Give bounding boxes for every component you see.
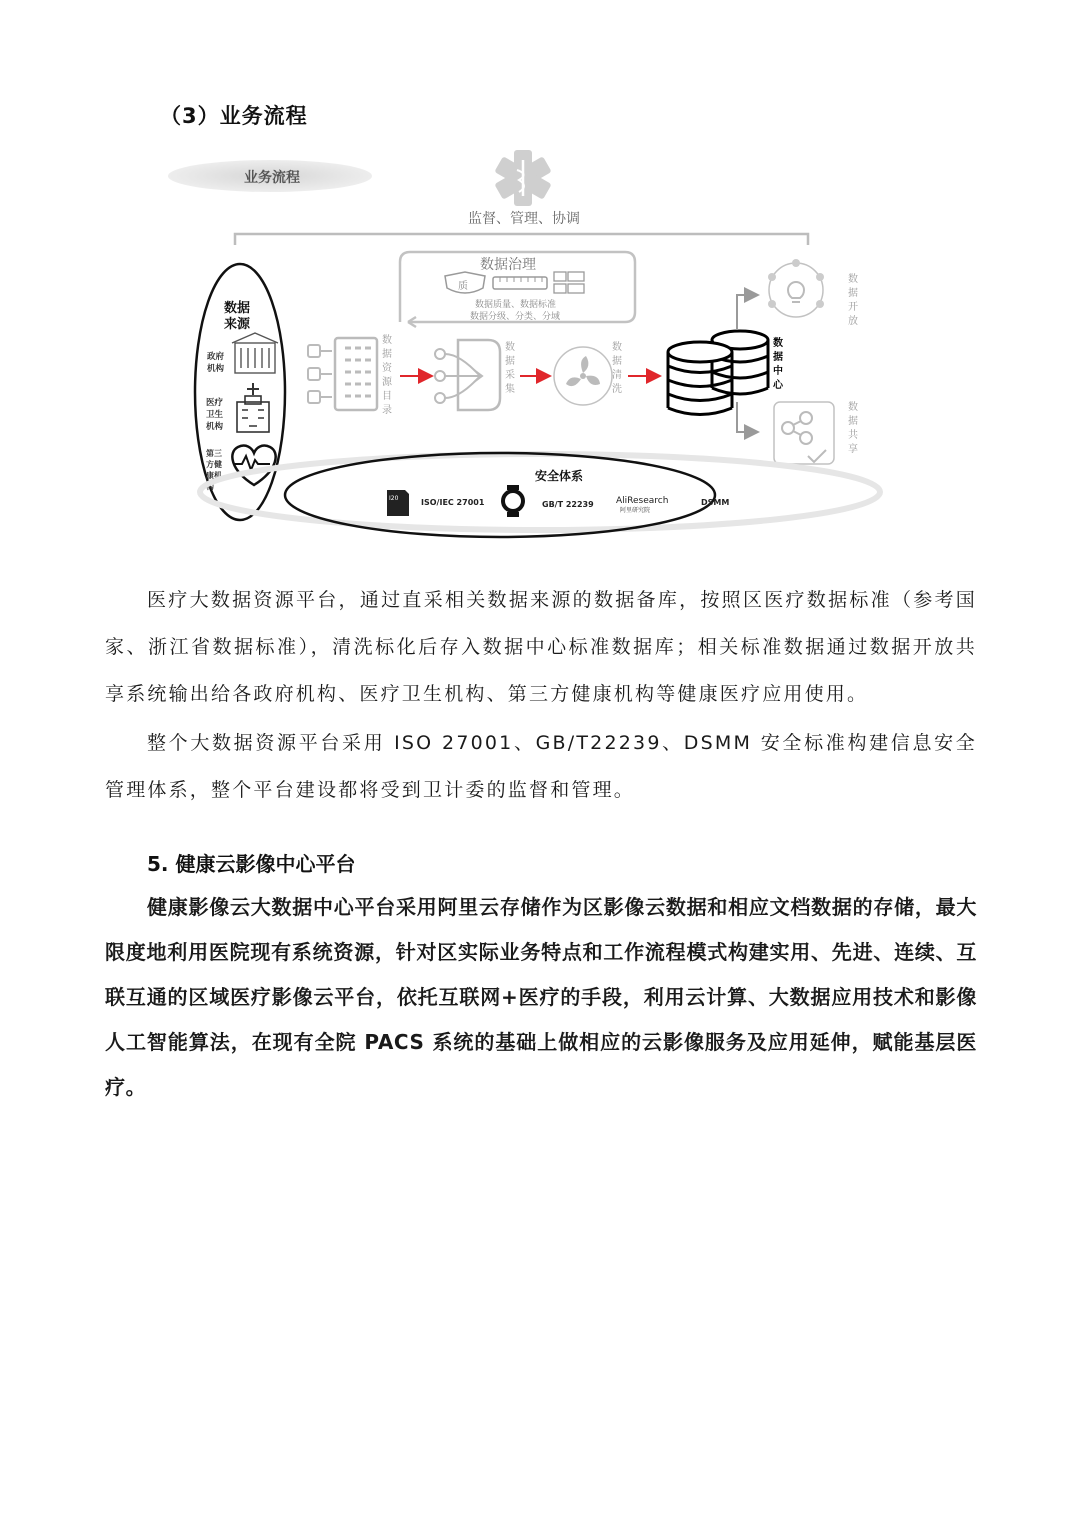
- supervision-label: 监督、管理、协调: [468, 211, 580, 227]
- governance-line1: 数据质量、数据标准: [475, 300, 557, 310]
- svg-text:I20: I20: [389, 495, 399, 502]
- data-center-label: [772, 336, 784, 391]
- catalog-icon: [308, 338, 377, 410]
- hospital-icon: [237, 383, 269, 432]
- medical-star-icon: [494, 150, 551, 206]
- quality-shield-icon: [445, 272, 485, 293]
- share-arrow: [737, 402, 756, 432]
- svg-text:数: 数: [612, 342, 622, 353]
- svg-text:共: 共: [848, 430, 858, 441]
- business-process-figure: [140, 140, 900, 540]
- catalog-label: [382, 333, 393, 416]
- svg-text:据: 据: [612, 356, 622, 367]
- svg-text:中: 中: [773, 366, 783, 377]
- source-gov-2: 机构: [207, 364, 225, 374]
- svg-text:据: 据: [848, 416, 858, 427]
- svg-text:数: 数: [382, 335, 392, 346]
- security-standard-gbt: GB/T 22239: [542, 500, 594, 509]
- collect-label: [505, 340, 515, 395]
- open-arrow: [737, 295, 756, 330]
- svg-text:洗: 洗: [612, 384, 622, 395]
- svg-text:资: 资: [382, 363, 392, 374]
- svg-text:放: 放: [848, 316, 858, 327]
- clean-fan-icon: [554, 347, 612, 405]
- supervision-bracket: [235, 234, 808, 245]
- svg-text:录: 录: [382, 405, 392, 416]
- svg-text:数: 数: [848, 274, 858, 285]
- watch-icon: [503, 485, 523, 517]
- security-ellipse: [285, 453, 715, 537]
- source-third-3: 康机: [206, 471, 222, 480]
- svg-text:清: 清: [612, 370, 622, 381]
- svg-text:质: 质: [458, 281, 468, 292]
- svg-text:心: 心: [773, 380, 783, 391]
- section-heading-cloud-imaging: 5. 健康云影像中心平台: [147, 852, 356, 876]
- grid-blocks-icon: [554, 272, 584, 293]
- source-gov-1: 政府: [207, 352, 225, 362]
- source-med-1: 医疗: [206, 398, 224, 408]
- svg-text:集: 集: [505, 384, 515, 395]
- aliresearch-logo: AliResearch: [616, 496, 669, 506]
- svg-text:据: 据: [382, 349, 392, 360]
- security-standard-dsmm: DSMM: [701, 498, 730, 507]
- data-share-label: [848, 400, 858, 455]
- security-shadow: [200, 454, 880, 530]
- source-third-4: 构: [206, 482, 214, 491]
- security-standard-iso: ISO/IEC 27001: [421, 498, 485, 507]
- svg-text:据: 据: [773, 352, 783, 363]
- svg-text:据: 据: [505, 356, 515, 367]
- ruler-icon: [493, 277, 547, 289]
- svg-text:享: 享: [848, 444, 858, 455]
- source-med-2: 卫生: [206, 410, 224, 420]
- svg-text:据: 据: [848, 288, 858, 299]
- paragraph-security: 整个大数据资源平台采用 ISO 27001、GB/T22239、DSMM 安全标准构建信息安全管理体系，整个平台建设都将受到卫计委的监督和管理。: [105, 732, 977, 801]
- paragraph-cloud-imaging: 健康影像云大数据中心平台采用阿里云存储作为区影像云数据和相应文档数据的存储，最大限度地利用医院现有系统资源，针对区实际业务特点和工作流程模式构建实用、先进、连续、互联互通的区域医疗影像云平台，依托互联网+医疗的手段，利用云计算、大数据应用技术和影像人工智能算法，在现有全院 PACS 系统的基础上做相应的云影像服务及应用延伸，赋能基层医疗。: [105, 895, 977, 1099]
- security-title: 安全体系: [535, 469, 584, 483]
- iso-doc-icon: [387, 490, 409, 516]
- sources-title-2: 来源: [224, 317, 251, 332]
- data-open-bulb-icon: [768, 259, 824, 317]
- sources-title-1: 数据: [224, 301, 251, 316]
- heart-pulse-icon: [232, 446, 275, 485]
- svg-text:开: 开: [848, 302, 858, 313]
- collect-icon: [435, 340, 500, 410]
- paragraph-data-platform: 医疗大数据资源平台，通过直采相关数据来源的数据备库，按照区医疗数据标准（参考国家、浙江省数据标准），清洗标化后存入数据中心标准数据库；相关标准数据通过数据开放共享系统输出给各政府机构、医疗卫生机构、第三方健康机构等健康医疗应用使用。: [105, 589, 977, 705]
- government-building-icon: [232, 333, 278, 373]
- svg-text:源: 源: [382, 377, 392, 388]
- svg-text:数: 数: [848, 402, 858, 413]
- svg-text:数: 数: [773, 338, 783, 349]
- banner-label: 业务流程: [244, 170, 300, 186]
- data-open-label: [848, 272, 858, 327]
- data-share-icon: [774, 402, 834, 464]
- svg-text:采: 采: [505, 370, 515, 381]
- svg-text:数: 数: [505, 342, 515, 353]
- source-third-2: 方健: [206, 460, 222, 469]
- source-med-3: 机构: [206, 422, 224, 432]
- data-center-database-icon: [668, 331, 768, 415]
- source-third-1: 第三: [206, 449, 222, 458]
- svg-text:目: 目: [382, 391, 392, 402]
- governance-title: 数据治理: [480, 257, 536, 273]
- aliresearch-logo-cn: 阿里研究院: [620, 507, 651, 514]
- section-heading-business-process: （3）业务流程: [160, 104, 308, 128]
- governance-line2: 数据分级、分类、分域: [470, 312, 561, 322]
- clean-label: [612, 340, 622, 395]
